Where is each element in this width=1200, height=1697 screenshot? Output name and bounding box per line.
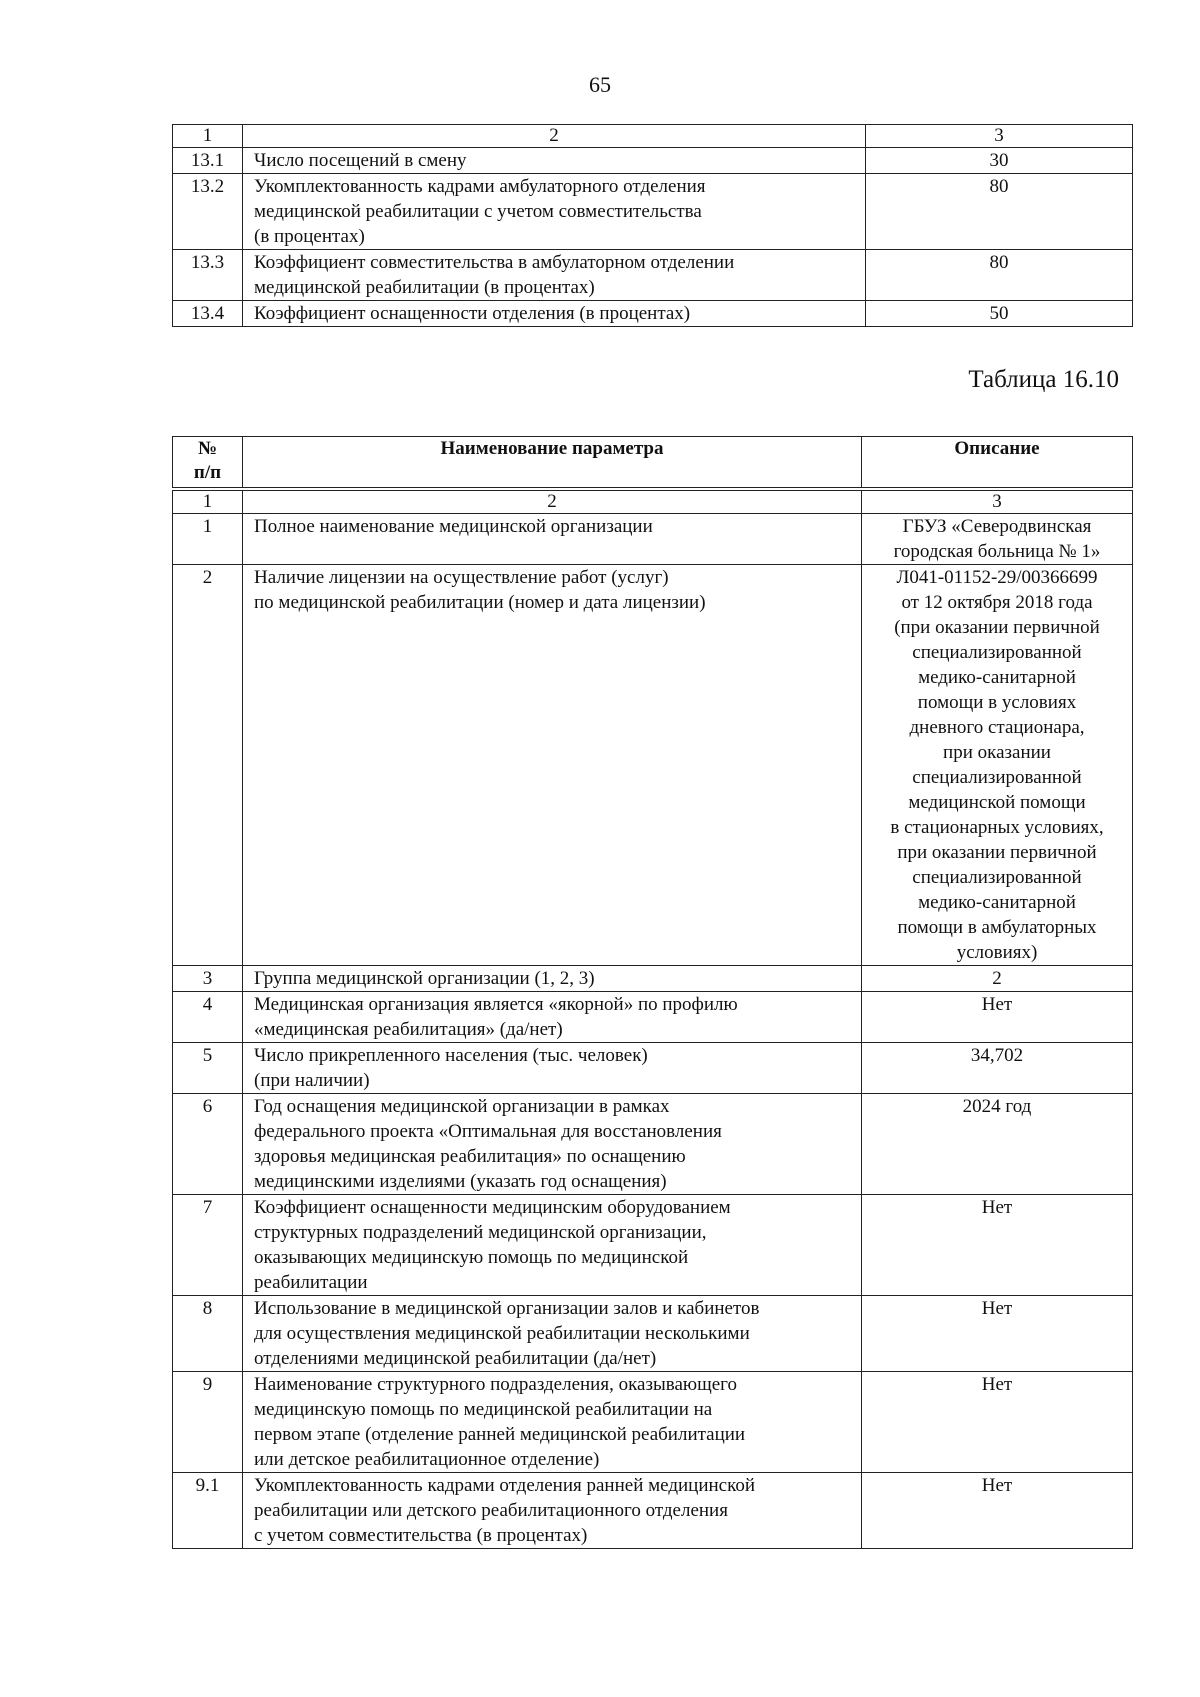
- row-number: 8: [173, 1296, 243, 1372]
- column-number: 3: [862, 491, 1133, 514]
- parameter-name: Число прикрепленного населения (тыс. человек) (при наличии): [243, 1043, 862, 1094]
- parameter-value: ГБУЗ «Северодвинская городская больница № 1»: [862, 514, 1133, 565]
- parameter-value: 34,702: [862, 1043, 1133, 1094]
- parameter-value: 50: [866, 301, 1133, 327]
- column-number-row: [173, 125, 1133, 148]
- row-number: 13.2: [173, 174, 243, 250]
- header-name: Наименование параметра: [243, 437, 862, 488]
- header-value: Описание: [862, 437, 1133, 488]
- parameter-value: Нет: [862, 1195, 1133, 1296]
- parameter-value: Нет: [862, 992, 1133, 1043]
- parameter-name: Наименование структурного подразделения, оказывающего медицинскую помощь по медицинской реабилитации на первом этапе (отделение ранней медицинской реабилитации или детское реабилитационное отделение): [243, 1372, 862, 1473]
- table-row: [173, 1043, 1133, 1094]
- parameter-value: 2024 год: [862, 1094, 1133, 1195]
- column-number: 1: [173, 125, 243, 148]
- row-number: 13.1: [173, 148, 243, 174]
- parameter-value: 30: [866, 148, 1133, 174]
- row-number: 1: [173, 514, 243, 565]
- table-header: [172, 436, 1133, 488]
- parameter-value: 80: [866, 174, 1133, 250]
- parameter-value: Нет: [862, 1296, 1133, 1372]
- row-number: 13.3: [173, 250, 243, 301]
- parameter-name: Медицинская организация является «якорной» по профилю «медицинская реабилитация» (да/нет): [243, 992, 862, 1043]
- parameter-name: Укомплектованность кадрами отделения ранней медицинской реабилитации или детского реабилитационного отделения с учетом совместительства (в процентах): [243, 1473, 862, 1549]
- row-number: 9.1: [173, 1473, 243, 1549]
- parameter-name: Использование в медицинской организации залов и кабинетов для осуществления медицинской реабилитации несколькими отделениями медицинской реабилитации (да/нет): [243, 1296, 862, 1372]
- row-number: 9: [173, 1372, 243, 1473]
- parameter-name: Группа медицинской организации (1, 2, 3): [243, 966, 862, 992]
- table-row: [173, 966, 1133, 992]
- column-number: 3: [866, 125, 1133, 148]
- parameter-value: 2: [862, 966, 1133, 992]
- parameter-value: Л041-01152-29/00366699 от 12 октября 2018 года (при оказании первичной специализированной медико-санитарной помощи в условиях дневного стационара, при оказании специализированной медицинской помощи в стационарных условиях, при оказании первичной специализированной медико-санитарной помощи в амбулаторных условиях): [862, 565, 1133, 966]
- table-row: [173, 514, 1133, 565]
- column-number: 1: [173, 491, 243, 514]
- row-number: 7: [173, 1195, 243, 1296]
- header-num: № п/п: [173, 437, 243, 488]
- parameter-name: Коэффициент оснащенности отделения (в процентах): [243, 301, 866, 327]
- parameter-name: Коэффициент оснащенности медицинским оборудованием структурных подразделений медицинской организации, оказывающих медицинскую помощь по медицинской реабилитации: [243, 1195, 862, 1296]
- table-caption: Таблица 16.10: [968, 366, 1119, 393]
- parameter-name: Год оснащения медицинской организации в рамках федерального проекта «Оптимальная для восстановления здоровья медицинская реабилитация» по оснащению медицинскими изделиями (указать год оснащения): [243, 1094, 862, 1195]
- parameter-value: Нет: [862, 1473, 1133, 1549]
- table-row: [173, 1195, 1133, 1296]
- row-number: 2: [173, 565, 243, 966]
- table-row: [173, 250, 1133, 301]
- column-number-row: [173, 491, 1133, 514]
- parameter-value: Нет: [862, 1372, 1133, 1473]
- parameter-value: 80: [866, 250, 1133, 301]
- column-number: 2: [243, 491, 862, 514]
- parameter-name: Наличие лицензии на осуществление работ (услуг) по медицинской реабилитации (номер и дата лицензии): [243, 565, 862, 966]
- table-row: [173, 992, 1133, 1043]
- table-row: [173, 174, 1133, 250]
- continuation-table: [172, 124, 1133, 327]
- table-row: [173, 565, 1133, 966]
- table-row: [173, 148, 1133, 174]
- table-row: [173, 1296, 1133, 1372]
- parameters-table: [172, 490, 1133, 1549]
- row-number: 4: [173, 992, 243, 1043]
- row-number: 5: [173, 1043, 243, 1094]
- row-number: 6: [173, 1094, 243, 1195]
- parameter-name: Укомплектованность кадрами амбулаторного отделения медицинской реабилитации с учетом совместительства (в процентах): [243, 174, 866, 250]
- parameter-name: Коэффициент совместительства в амбулаторном отделении медицинской реабилитации (в процентах): [243, 250, 866, 301]
- table-row: [173, 1372, 1133, 1473]
- page-number: 65: [589, 72, 611, 97]
- parameter-name: Число посещений в смену: [243, 148, 866, 174]
- row-number: 3: [173, 966, 243, 992]
- row-number: 13.4: [173, 301, 243, 327]
- table-row: [173, 1473, 1133, 1549]
- parameter-name: Полное наименование медицинской организации: [243, 514, 862, 565]
- column-number: 2: [243, 125, 866, 148]
- table-row: [173, 301, 1133, 327]
- table-row: [173, 1094, 1133, 1195]
